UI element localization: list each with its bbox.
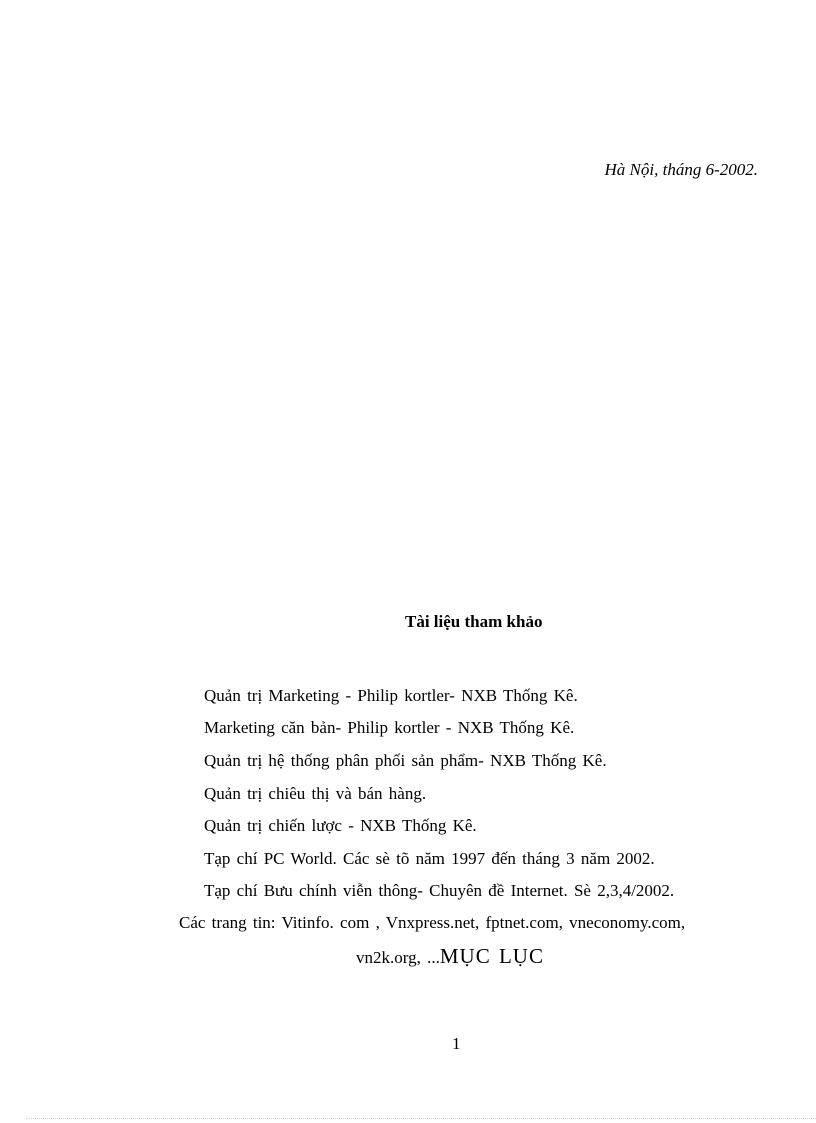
reference-text: Tạp chí PC World. Các sè tõ năm 1997 đến tháng 3 năm 2002. — [204, 849, 655, 868]
reference-item — [179, 911, 685, 935]
reference-item — [204, 684, 578, 708]
reference-text: Quản trị chiêu thị và bán hàng. — [204, 784, 427, 803]
page-bottom-edge — [26, 1118, 816, 1119]
reference-text: Các trang tin: Vitinfo. com , Vnxpress.net, fptnet.com, vneconomy.com, — [179, 913, 686, 932]
dateline: Hà Nội, tháng 6-2002. — [604, 160, 758, 179]
reference-text: Quản trị Marketing - Philip kortler- NXB Thống Kê. — [204, 686, 578, 705]
references-heading: Tài liệu tham khảo — [405, 612, 543, 631]
reference-text: Quản trị hệ thống phân phối sản phẩm- NXB Thống Kê. — [204, 751, 607, 770]
page-number: 1 — [452, 1034, 461, 1053]
reference-text: Marketing căn bản- Philip kortler - NXB Thống Kê. — [204, 718, 575, 737]
reference-item — [356, 944, 544, 970]
reference-item — [204, 814, 477, 838]
reference-text: Tạp chí Bưu chính viễn thông- Chuyên đề Internet. Sè 2,3,4/2002. — [204, 881, 675, 900]
reference-item — [204, 749, 607, 773]
reference-item — [204, 716, 574, 740]
toc-title: MỤC LỤC — [439, 944, 544, 968]
reference-item — [204, 782, 426, 806]
reference-text: vn2k.org, ... — [356, 948, 440, 967]
reference-item — [204, 879, 674, 903]
reference-text: Quản trị chiến lược - NXB Thống Kê. — [204, 816, 477, 835]
reference-item — [204, 847, 655, 871]
